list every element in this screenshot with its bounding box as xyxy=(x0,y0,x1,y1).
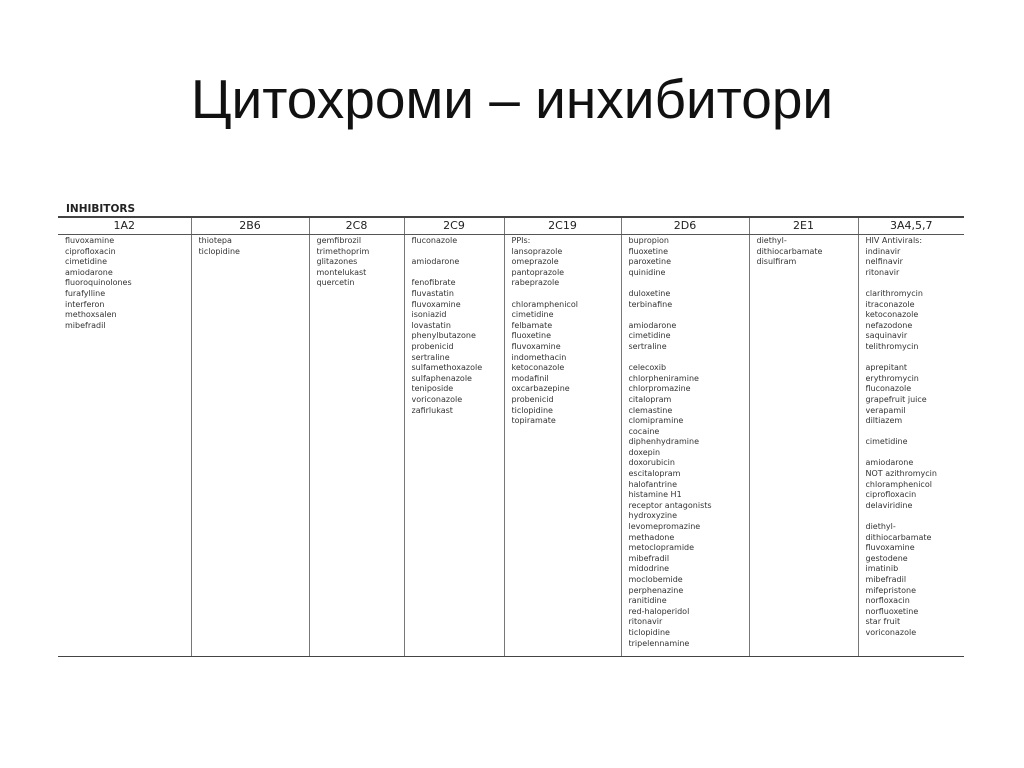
drug-item: diphenhydramine xyxy=(628,437,700,447)
column-cell-2b6 xyxy=(191,235,309,657)
drug-item: disulfiram xyxy=(756,257,797,267)
drug-item: fluvoxamine xyxy=(65,236,115,245)
drug-item: norfloxacin xyxy=(865,596,910,606)
list-gap xyxy=(866,353,965,364)
drug-item: teniposide xyxy=(411,384,454,394)
drug-item: phenylbutazone xyxy=(411,331,476,341)
drug-item: omeprazole xyxy=(511,257,559,267)
column-cell-2c8 xyxy=(309,235,404,657)
drug-item: HIV Antivirals: xyxy=(865,236,923,245)
drug-item: perphenazine xyxy=(628,585,684,595)
list-gap xyxy=(412,268,504,279)
drug-item: cimetidine xyxy=(65,257,107,267)
drug-item: norfluoxetine xyxy=(865,606,919,616)
drug-item: saquinavir xyxy=(865,331,908,341)
drug-item: ritonavir xyxy=(628,617,663,627)
drug-item: indomethacin xyxy=(511,352,567,362)
drug-item: ketoconazole xyxy=(511,363,565,373)
drug-item: gestodene xyxy=(865,553,908,563)
drug-item: receptor antagonists xyxy=(628,500,712,510)
drug-item: cocaine xyxy=(628,426,660,436)
drug-item: mibefradil xyxy=(865,575,907,584)
drug-item: amiodarone xyxy=(865,458,914,468)
drug-item: aprepitant xyxy=(865,363,908,373)
inhibitors-table xyxy=(58,216,964,657)
drug-item: clarithromycin xyxy=(865,288,923,298)
drug-item: levomepromazine xyxy=(628,522,701,532)
drug-item: metoclopramide xyxy=(628,543,695,553)
drug-item: gemfibrozil xyxy=(316,236,362,245)
column-header-2c9: 2C9 xyxy=(404,217,504,235)
drug-item: delaviridine xyxy=(865,500,913,510)
drug-item: fenofibrate xyxy=(411,278,456,288)
drug-item: nefazodone xyxy=(865,320,913,330)
drug-item: itraconazole xyxy=(865,299,915,309)
column-cell-2c19 xyxy=(504,235,621,657)
table-caption: INHIBITORS xyxy=(66,203,136,215)
drug-item: ciprofloxacin xyxy=(865,490,917,500)
drug-item: hydroxyzine xyxy=(628,511,678,521)
drug-item: halofantrine xyxy=(628,479,678,489)
drug-item: chlorpheniramine xyxy=(628,373,699,383)
drug-item: paroxetine xyxy=(628,257,672,267)
column-cell-1a2 xyxy=(58,235,191,657)
drug-item: voriconazole xyxy=(411,394,463,404)
list-gap xyxy=(866,427,965,438)
drug-item: fluconazole xyxy=(411,236,458,245)
column-cell-2e1 xyxy=(749,235,858,657)
drug-item: mifepristone xyxy=(865,585,917,595)
drug-item: fluvoxamine xyxy=(865,543,915,553)
drug-item: ranitidine xyxy=(628,596,667,606)
drug-item: glitazones xyxy=(316,257,358,267)
column-header-1a2: 1A2 xyxy=(58,217,191,235)
drug-item: sulfaphenazole xyxy=(411,373,472,383)
drug-item: pantoprazole xyxy=(511,267,565,277)
drug-item: voriconazole xyxy=(865,627,917,637)
drug-item: red-haloperidol xyxy=(628,606,690,616)
column-cell-2c9 xyxy=(404,235,504,657)
drug-item: midodrine xyxy=(628,564,670,574)
drug-item: fluoroquinolones xyxy=(65,278,132,288)
drug-item: fluoxetine xyxy=(628,246,669,256)
column-header-2c19: 2C19 xyxy=(504,217,621,235)
drug-item: erythromycin xyxy=(865,373,919,383)
drug-item: dithiocarbamate xyxy=(756,246,823,256)
list-gap xyxy=(866,278,965,289)
drug-item: fluconazole xyxy=(865,384,912,394)
slide-title: Цитохроми – инхибитори xyxy=(190,68,834,130)
list-gap xyxy=(866,511,965,522)
drug-item: diethyl- xyxy=(756,236,787,245)
drug-item: rabeprazole xyxy=(511,278,560,288)
drug-item: ticlopidine xyxy=(198,246,240,256)
drug-item: mibefradil xyxy=(628,553,670,563)
drug-item: furafylline xyxy=(65,288,106,298)
drug-item: ticlopidine xyxy=(511,405,553,415)
drug-item: doxepin xyxy=(628,447,661,457)
drug-item: felbamate xyxy=(511,320,553,330)
body-row xyxy=(58,235,964,657)
drug-item: fluvastatin xyxy=(411,288,454,298)
drug-item: celecoxib xyxy=(628,363,667,373)
drug-item: fluoxetine xyxy=(511,331,552,341)
column-header-2c8: 2C8 xyxy=(309,217,404,235)
drug-item: interferon xyxy=(65,299,105,309)
drug-item: dithiocarbamate xyxy=(865,532,932,542)
drug-item: ciprofloxacin xyxy=(65,246,116,256)
drug-item: cimetidine xyxy=(865,437,908,447)
drug-item: isoniazid xyxy=(411,310,447,320)
drug-item: montelukast xyxy=(316,267,367,277)
drug-item: escitalopram xyxy=(628,469,681,479)
drug-item: PPIs: xyxy=(511,236,531,245)
drug-item: modafinil xyxy=(511,373,549,383)
list-gap xyxy=(866,448,965,459)
drug-item: probenicid xyxy=(511,394,554,404)
column-cell-3a4-5-7 xyxy=(858,235,964,657)
drug-item: probenicid xyxy=(411,341,454,351)
drug-item: fluvoxamine xyxy=(411,299,461,309)
column-cell-2d6 xyxy=(621,235,749,657)
drug-item: terbinafine xyxy=(628,299,673,309)
drug-item: clemastine xyxy=(628,405,673,415)
drug-item: zafirlukast xyxy=(411,405,453,415)
drug-item: amiodarone xyxy=(65,267,113,277)
drug-item: cimetidine xyxy=(628,331,671,341)
drug-item: clomipramine xyxy=(628,416,684,426)
drug-item: lansoprazole xyxy=(511,246,563,256)
column-header-3a4-5-7: 3A4,5,7 xyxy=(858,217,964,235)
drug-item: ticlopidine xyxy=(628,627,670,637)
drug-item: tripelennamine xyxy=(628,638,690,648)
column-header-2e1: 2E1 xyxy=(749,217,858,235)
drug-item: thiotepa xyxy=(198,236,232,245)
drug-item: diltiazem xyxy=(865,416,903,426)
drug-item: star fruit xyxy=(865,617,901,627)
column-header-2b6: 2B6 xyxy=(191,217,309,235)
drug-item: indinavir xyxy=(865,246,901,256)
drug-item: fluvoxamine xyxy=(511,341,561,351)
drug-item: diethyl- xyxy=(865,522,896,532)
column-header-2d6: 2D6 xyxy=(621,217,749,235)
drug-item: chloramphenicol xyxy=(511,299,578,309)
drug-item: methoxsalen xyxy=(65,310,117,320)
drug-item: grapefruit juice xyxy=(865,394,927,404)
list-gap xyxy=(512,289,621,300)
list-gap xyxy=(629,353,749,364)
drug-item: chlorpromazine xyxy=(628,384,691,394)
drug-item: nelfinavir xyxy=(865,257,903,267)
drug-item: amiodarone xyxy=(628,320,677,330)
drug-item: methadone xyxy=(628,532,675,542)
drug-item: sertraline xyxy=(411,352,450,362)
list-gap xyxy=(629,278,749,289)
drug-item: cimetidine xyxy=(511,310,554,320)
drug-item: trimethoprim xyxy=(316,246,370,256)
drug-item: doxorubicin xyxy=(628,458,675,468)
list-gap xyxy=(412,247,504,258)
drug-item: imatinib xyxy=(865,564,899,574)
drug-item: chloramphenicol xyxy=(865,479,932,489)
drug-item: moclobemide xyxy=(628,575,683,584)
drug-item: ketoconazole xyxy=(865,310,919,320)
drug-item: quercetin xyxy=(316,278,355,288)
drug-item: telithromycin xyxy=(865,341,919,351)
drug-item: NOT azithromycin xyxy=(865,469,937,479)
drug-item: lovastatin xyxy=(411,320,451,330)
drug-item: sulfamethoxazole xyxy=(411,363,483,373)
drug-item: mibefradil xyxy=(65,320,106,330)
list-gap xyxy=(629,310,749,321)
header-row xyxy=(58,217,964,235)
drug-item: citalopram xyxy=(628,394,672,404)
drug-item: sertraline xyxy=(628,341,667,351)
drug-item: topiramate xyxy=(511,416,556,426)
drug-item: bupropion xyxy=(628,236,669,245)
drug-item: histamine H1 xyxy=(628,490,682,500)
drug-item: quinidine xyxy=(628,267,666,277)
drug-item: ritonavir xyxy=(865,267,900,277)
drug-item: amiodarone xyxy=(411,257,460,267)
drug-item: duloxetine xyxy=(628,288,671,298)
drug-item: oxcarbazepine xyxy=(511,384,570,394)
drug-item: verapamil xyxy=(865,405,906,415)
